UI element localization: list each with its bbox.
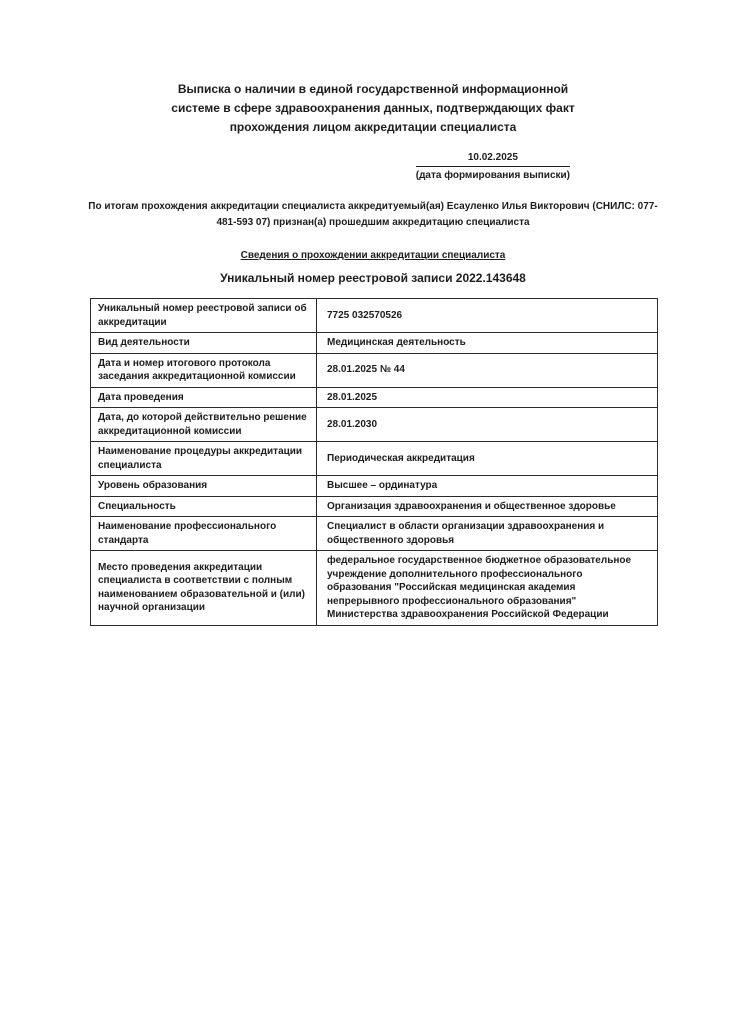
document-title-line-2: системе в сфере здравоохранения данных, подтверждающих факт <box>171 101 575 115</box>
table-row-education-level <box>91 476 658 497</box>
row-label: Специальность <box>91 496 317 517</box>
extract-date: 10.02.2025 <box>416 151 570 167</box>
extract-date-block <box>416 151 570 182</box>
row-value: Специалист в области организации здравоохранения и общественного здоровья <box>317 517 658 551</box>
row-label: Уникальный номер реестровой записи об аккредитации <box>91 299 317 333</box>
table-row-registry-number <box>91 299 658 333</box>
document-title <box>0 80 746 137</box>
row-label: Вид деятельности <box>91 333 317 354</box>
table-row-valid-until-date <box>91 408 658 442</box>
accreditation-result-paragraph: По итогам прохождения аккредитации специалиста аккредитуемый(ая) Есауленко Илья Викторович (СНИЛС: 077-481-593 07) признан(а) прошедшим аккредитацию специалиста <box>88 201 658 228</box>
table-row-activity-type <box>91 333 658 354</box>
row-value: 28.01.2025 <box>317 387 658 408</box>
row-label: Наименование профессионального стандарта <box>91 517 317 551</box>
row-value: 28.01.2030 <box>317 408 658 442</box>
row-label: Уровень образования <box>91 476 317 497</box>
extract-date-caption: (дата формирования выписки) <box>415 170 570 181</box>
table-row-protocol-date-number <box>91 353 658 387</box>
row-value: Периодическая аккредитация <box>317 442 658 476</box>
registry-record-number-heading: Уникальный номер реестровой записи 2022.143648 <box>220 271 526 285</box>
row-label: Дата, до которой действительно решение аккредитационной комиссии <box>91 408 317 442</box>
table-row-specialty <box>91 496 658 517</box>
table-row-accreditation-location <box>91 551 658 626</box>
accreditation-details-table <box>90 298 658 626</box>
row-value: федеральное государственное бюджетное образовательное учреждение дополнительного профессионального образования "Российская медицинская академия непрерывного профессионального образования" Министерства здравоохранения Российской Федерации <box>317 551 658 626</box>
table-row-conduct-date <box>91 387 658 408</box>
row-label: Дата и номер итогового протокола заседания аккредитационной комиссии <box>91 353 317 387</box>
row-value: Медицинская деятельность <box>317 333 658 354</box>
table-row-procedure-name <box>91 442 658 476</box>
row-label: Дата проведения <box>91 387 317 408</box>
row-value: 7725 032570526 <box>317 299 658 333</box>
section-heading: Сведения о прохождении аккредитации специалиста <box>240 250 506 261</box>
row-value: Организация здравоохранения и общественное здоровье <box>317 496 658 517</box>
row-value: 28.01.2025 № 44 <box>317 353 658 387</box>
document-title-line-1: Выписка о наличии в единой государственной информационной <box>177 82 569 96</box>
row-label: Место проведения аккредитации специалиста в соответствии с полным наименованием образовательной и (или) научной организации <box>91 551 317 626</box>
document-title-line-3: прохождения лицом аккредитации специалиста <box>229 120 517 134</box>
table-row-professional-standard <box>91 517 658 551</box>
row-value: Высшее – ординатура <box>317 476 658 497</box>
row-label: Наименование процедуры аккредитации специалиста <box>91 442 317 476</box>
